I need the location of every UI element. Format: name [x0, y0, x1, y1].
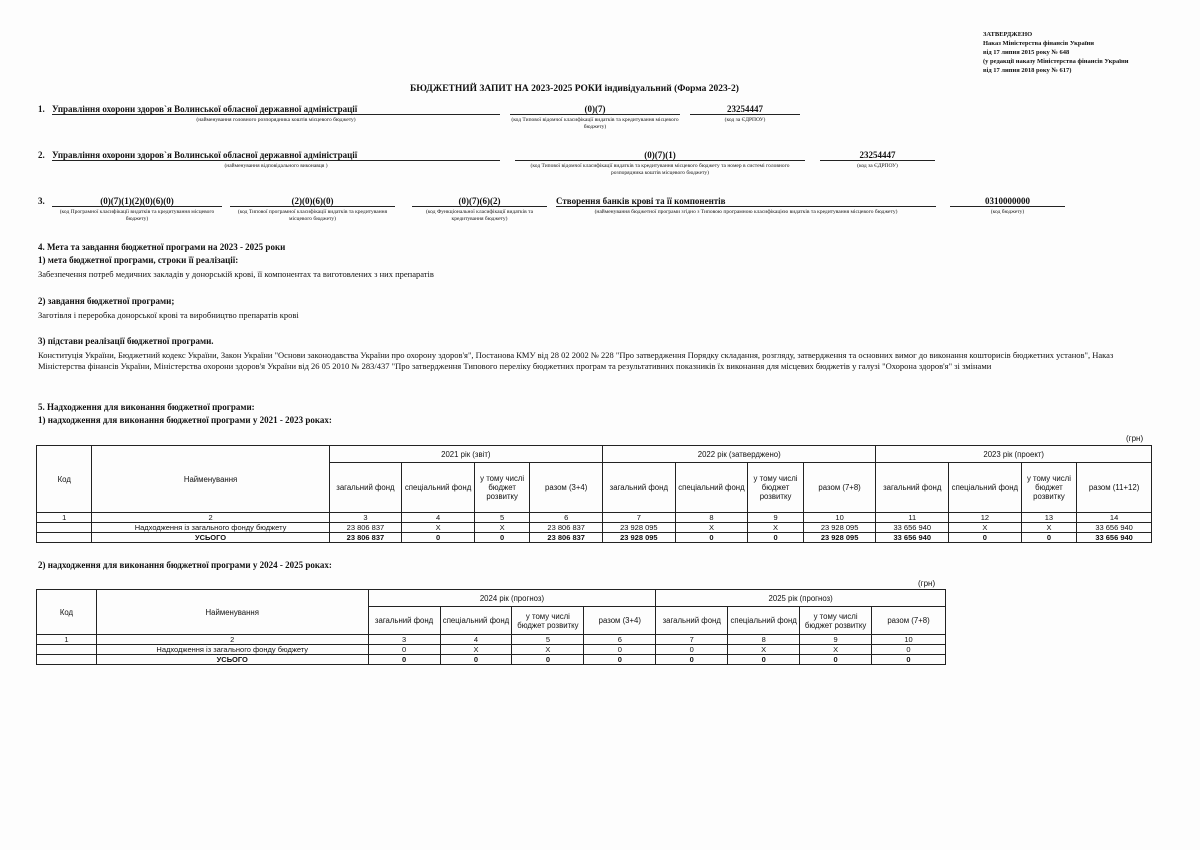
approval-line: (у редакції наказу Міністерства фінансів України	[983, 58, 1129, 65]
tasks-text: Заготівля і переробка донорської крові та виробництво препаратів крові	[38, 310, 299, 320]
cell: 0	[748, 533, 803, 543]
revenue-table-2021-2023	[36, 445, 1152, 543]
s1-edrpou: 23254447	[690, 104, 800, 115]
cell: 0	[656, 655, 728, 665]
revenue-2021-2023-heading: 1) надходження для виконання бюджетної програми у 2021 - 2023 роках:	[38, 415, 332, 425]
column-number-row	[37, 513, 1152, 523]
column-number: 13	[1021, 513, 1076, 523]
subheader: у тому числі бюджет розвитку	[474, 463, 529, 513]
s2-edrpou: 23254447	[820, 150, 935, 161]
s1-dept-code-caption: (код Типової відомчої класифікації видатків та кредитування місцевого бюджету)	[511, 117, 679, 130]
cell: 0	[872, 655, 946, 665]
s3-program-name-caption: (найменування бюджетної програми згідно з Типовою програмною класифікацією видатків та кредитування місцевого бюджету)	[594, 209, 898, 215]
cell: X	[474, 523, 529, 533]
s2-executor-caption: (найменування відповідального виконавця )	[224, 163, 328, 169]
subheader: спеціальний фонд	[440, 607, 512, 635]
column-number: 6	[530, 513, 603, 523]
subheader: спеціальний фонд	[728, 607, 800, 635]
unit-label: (грн)	[918, 579, 936, 588]
column-number: 9	[800, 635, 872, 645]
header-year: 2023 рік (проект)	[876, 446, 1152, 463]
column-number: 10	[872, 635, 946, 645]
s3-program-code-caption: (код Програмної класифікації видатків та кредитування місцевого бюджету)	[59, 209, 215, 222]
header-code: Код	[37, 590, 97, 635]
cell: 0	[728, 655, 800, 665]
column-number: 2	[96, 635, 368, 645]
column-number: 6	[584, 635, 656, 645]
cell: 0	[584, 655, 656, 665]
column-number: 14	[1077, 513, 1152, 523]
section-3-number: 3.	[38, 196, 45, 206]
subheader: загальний фонд	[368, 607, 440, 635]
table-row	[37, 645, 946, 655]
cell: 23 806 837	[329, 523, 402, 533]
cell: 0	[656, 645, 728, 655]
table-row-total	[37, 655, 946, 665]
subheader: разом (3+4)	[584, 607, 656, 635]
column-number: 1	[37, 635, 97, 645]
cell: 23 806 837	[329, 533, 402, 543]
column-number: 3	[368, 635, 440, 645]
basis-heading: 3) підстави реалізації бюджетної програми.	[38, 336, 214, 346]
subheader: у тому числі бюджет розвитку	[1021, 463, 1076, 513]
cell: 33 656 940	[876, 533, 949, 543]
column-number: 5	[512, 635, 584, 645]
approval-line: від 17 липня 2018 року № 617)	[983, 67, 1072, 74]
approval-line: Наказ Міністерства фінансів України	[983, 40, 1094, 47]
revenue-table-2024-2025	[36, 589, 946, 665]
cell: 33 656 940	[1077, 533, 1152, 543]
column-number: 11	[876, 513, 949, 523]
goal-heading: 1) мета бюджетної програми, строки її реалізації:	[38, 255, 239, 265]
s3-functional-code: (0)(7)(6)(2)	[412, 196, 547, 207]
cell: 0	[402, 533, 475, 543]
cell: 0	[1021, 533, 1076, 543]
approval-line: від 17 липня 2015 року № 648	[983, 49, 1070, 56]
cell	[37, 523, 92, 533]
s1-dept-code: (0)(7)	[510, 104, 680, 115]
s3-typical-code: (2)(0)(6)(0)	[230, 196, 395, 207]
cell: 0	[584, 645, 656, 655]
section-4-heading: 4. Мета та завдання бюджетної програми на 2023 - 2025 роки	[38, 242, 286, 252]
column-number: 12	[949, 513, 1022, 523]
s2-edrpou-caption: (код за ЄДРПОУ)	[857, 163, 898, 169]
cell: 23 928 095	[803, 523, 876, 533]
subheader: разом (11+12)	[1077, 463, 1152, 513]
revenue-2024-2025-heading: 2) надходження для виконання бюджетної програми у 2024 - 2025 роках:	[38, 560, 332, 570]
subheader: спеціальний фонд	[949, 463, 1022, 513]
header-name: Найменування	[96, 590, 368, 635]
header-year: 2022 рік (затверджено)	[603, 446, 876, 463]
page-title: БЮДЖЕТНИЙ ЗАПИТ НА 2023-2025 РОКИ індивідуальний (Форма 2023-2)	[410, 84, 739, 94]
header-year: 2024 рік (прогноз)	[368, 590, 656, 607]
subheader: разом (3+4)	[530, 463, 603, 513]
cell: 23 928 095	[803, 533, 876, 543]
header-year: 2025 рік (прогноз)	[656, 590, 946, 607]
s3-program-name: Створення банків крові та її компонентів	[556, 196, 936, 207]
cell: X	[728, 645, 800, 655]
cell: X	[800, 645, 872, 655]
cell: X	[402, 523, 475, 533]
s2-executor-name: Управління охорони здоров`я Волинської обласної державної адміністрації	[52, 150, 500, 161]
cell: X	[512, 645, 584, 655]
s3-budget-code: 0310000000	[950, 196, 1065, 207]
subheader: у тому числі бюджет розвитку	[800, 607, 872, 635]
cell: 0	[949, 533, 1022, 543]
cell: 0	[512, 655, 584, 665]
column-number: 3	[329, 513, 402, 523]
cell: 0	[872, 645, 946, 655]
s3-budget-code-caption: (код бюджету)	[990, 209, 1025, 215]
cell: Надходження із загального фонду бюджету	[92, 523, 329, 533]
column-number: 2	[92, 513, 329, 523]
cell: X	[949, 523, 1022, 533]
s3-program-code: (0)(7)(1)(2)(0)(6)(0)	[52, 196, 222, 207]
tasks-heading: 2) завдання бюджетної програми;	[38, 296, 175, 306]
header-year: 2021 рік (звіт)	[329, 446, 602, 463]
column-number: 9	[748, 513, 803, 523]
goal-text: Забезпечення потреб медичних закладів у донорській крові, її компонентах та виготовлених з них препаратів	[38, 269, 434, 279]
cell	[37, 533, 92, 543]
s2-dept-code-caption: (код Типової відомчої класифікації видатків та кредитування місцевого бюджету та номер в системі головного розпорядника коштів місцевого бюджету)	[530, 163, 790, 176]
s3-typical-code-caption: (код Типової програмної класифікації видатків та кредитування місцевого бюджету)	[237, 209, 388, 222]
subheader: спеціальний фонд	[402, 463, 475, 513]
cell: Надходження із загального фонду бюджету	[96, 645, 368, 655]
subheader: загальний фонд	[603, 463, 676, 513]
header-code: Код	[37, 446, 92, 513]
section-5-heading: 5. Надходження для виконання бюджетної програми:	[38, 402, 255, 412]
subheader: загальний фонд	[329, 463, 402, 513]
cell: 33 656 940	[1077, 523, 1152, 533]
column-number: 1	[37, 513, 92, 523]
cell: 0	[675, 533, 748, 543]
s1-manager-name: Управління охорони здоров`я Волинської обласної державної адміністрації	[52, 104, 500, 115]
column-number-row	[37, 635, 946, 645]
cell	[37, 645, 97, 655]
subheader: разом (7+8)	[803, 463, 876, 513]
subheader: разом (7+8)	[872, 607, 946, 635]
cell: УСЬОГО	[96, 655, 368, 665]
table-row-total	[37, 533, 1152, 543]
cell: X	[440, 645, 512, 655]
cell: 23 806 837	[530, 523, 603, 533]
cell: 23 928 095	[603, 533, 676, 543]
s2-dept-code: (0)(7)(1)	[515, 150, 805, 161]
section-2-number: 2.	[38, 150, 45, 160]
cell: X	[748, 523, 803, 533]
approval-stamp	[983, 30, 1129, 75]
section-1-number: 1.	[38, 104, 45, 114]
cell: 0	[800, 655, 872, 665]
unit-label: (грн)	[1126, 434, 1144, 443]
subheader: загальний фонд	[656, 607, 728, 635]
cell: 33 656 940	[876, 523, 949, 533]
subheader: спеціальний фонд	[675, 463, 748, 513]
approval-line: ЗАТВЕРДЖЕНО	[983, 31, 1033, 38]
column-number: 4	[440, 635, 512, 645]
column-number: 7	[603, 513, 676, 523]
subheader: у тому числі бюджет розвитку	[748, 463, 803, 513]
column-number: 10	[803, 513, 876, 523]
column-number: 8	[675, 513, 748, 523]
cell: 23 928 095	[603, 523, 676, 533]
cell: 0	[368, 655, 440, 665]
basis-text: Конституція України, Бюджетний кодекс України, Закон України "Основи законодавства України про охорону здоров'я", Постанова КМУ від 28 02 2002 № 228 "Про затвердження Порядку складання, розгляду, затвердження та основних вимог до виконання кошторисів бюджетних установ", Наказ Міністерства фінансів України, Міністерства охорони здоров'я України від 26 05 2010 № 283/437 "Про затвердження Типового переліку бюджетних програм та результативних показників їх виконання для місцевих бюджетів у галузі "Охорона здоров'я" зі змінами	[38, 350, 1114, 371]
cell: 23 806 837	[530, 533, 603, 543]
s1-manager-caption: (найменування головного розпорядника коштів місцевого бюджету)	[196, 117, 356, 123]
table-row	[37, 523, 1152, 533]
cell: УСЬОГО	[92, 533, 329, 543]
column-number: 5	[474, 513, 529, 523]
cell: 0	[474, 533, 529, 543]
column-number: 8	[728, 635, 800, 645]
cell: X	[1021, 523, 1076, 533]
s1-edrpou-caption: (код за ЄДРПОУ)	[724, 117, 766, 123]
s3-functional-code-caption: (код Функціональної класифікації видатків та кредитування бюджету)	[425, 209, 534, 222]
cell: 0	[440, 655, 512, 665]
cell: X	[675, 523, 748, 533]
column-number: 7	[656, 635, 728, 645]
subheader: у тому числі бюджет розвитку	[512, 607, 584, 635]
cell	[37, 655, 97, 665]
column-number: 4	[402, 513, 475, 523]
header-name: Найменування	[92, 446, 329, 513]
subheader: загальний фонд	[876, 463, 949, 513]
cell: 0	[368, 645, 440, 655]
